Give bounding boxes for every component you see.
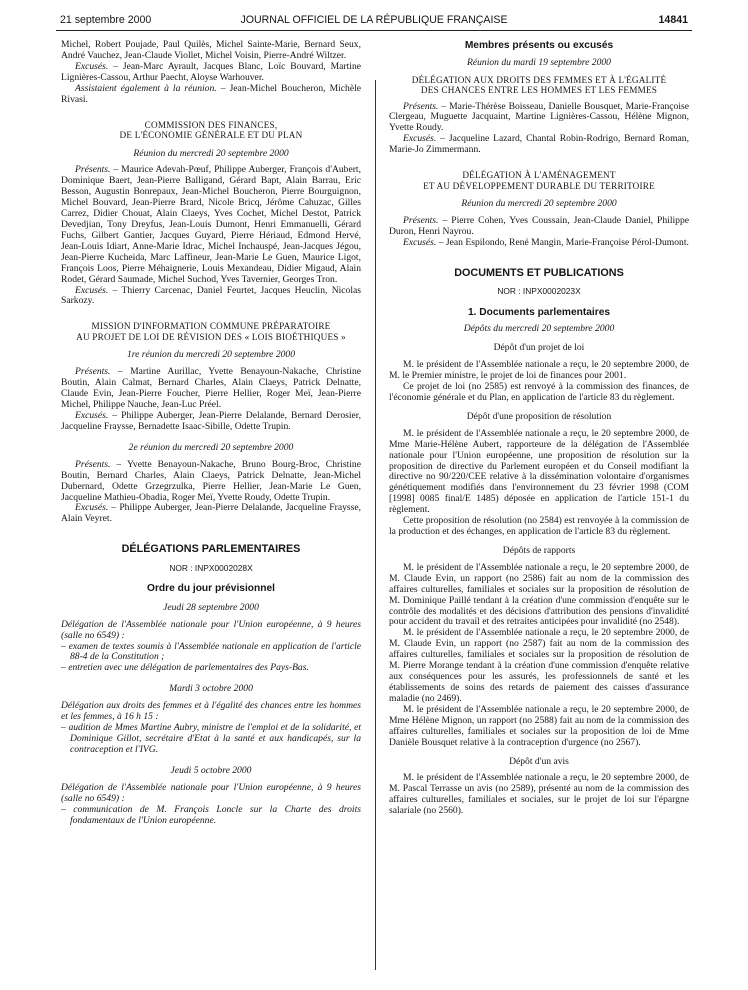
excuses-paragraph xyxy=(389,134,689,156)
presents-label: Présents. xyxy=(75,366,111,378)
excuses-names: – Jean-Marc Ayrault, Jacques Blanc, Loïc Bouvard, Martine Lignières-Cassou, Arthur Paecht, Aloyse Warhouver. xyxy=(61,60,361,83)
mission-title-line2: AU PROJET DE LOI DE RÉVISION DES « LOIS BIOÉTHIQUES » xyxy=(76,331,346,342)
presents-label: Présents. xyxy=(403,100,439,112)
excuses-names: – Jean Espilondo, René Mangin, Marie-Françoise Pérol-Dumont. xyxy=(436,236,689,248)
excuses-paragraph xyxy=(61,411,361,433)
delegation-amenagement-title-line2: ET AU DÉVELOPPEMENT DURABLE DU TERRITOIRE xyxy=(423,180,655,191)
presents-names: – Pierre Cohen, Yves Coussain, Jean-Claude Daniel, Philippe Duron, Henri Nayrou. xyxy=(389,215,689,237)
agenda-item: – examen de textes soumis à l'Assemblée nationale en application de l'article 88-4 de la Constitution ; xyxy=(61,640,361,663)
delegation-droits-title-line2: DES CHANCES ENTRE LES HOMMES ET LES FEMMES xyxy=(420,85,658,96)
agenda-date: Jeudi 28 septembre 2000 xyxy=(163,601,259,613)
reunion-heading: 2e réunion du mercredi 20 septembre 2000 xyxy=(128,441,294,453)
presents-names: – Martine Aurillac, Yvette Benayoun-Nakache, Christine Boutin, Alain Calmat, Bernard Charles, Alain Claeys, Patrick Delnatte, Claude Evin, Jean-Pierre Foucher, Pierre Hellier, Roger Meï, Jean-Pierre Michel, Philippe Nauche, Jean-Luc Préel. xyxy=(61,366,361,411)
excuses-label: Excusés. xyxy=(75,60,109,72)
presents-names: – Yvette Benayoun-Nakache, Bruno Bourg-Broc, Christine Boutin, Bernard Charles, Alain Claeys, Patrick Delnatte, Jean-Michel Dubernard, Odette Grzegrzulka, Pierre Hellier, Jean-Marie Le Guen, Jacqueline Mathieu-Obadia, Roger Meï, Yvette Roudy, Odette Trupin. xyxy=(61,458,361,503)
excuses-label: Excusés. xyxy=(403,133,437,145)
excuses-names: – Thierry Carcenac, Daniel Feurtet, Jacques Heuclin, Nicolas Sarkozy. xyxy=(61,284,361,307)
presents-paragraph xyxy=(61,367,361,411)
depot-projet-heading: Dépôt d'un projet de loi xyxy=(493,342,585,354)
documents-section-title: DOCUMENTS ET PUBLICATIONS xyxy=(454,266,624,279)
rapport-paragraph: M. le président de l'Assemblée nationale a reçu, le 20 septembre 2000, de Mme Hélène Mignon, un rapport (no 2588) fait au nom de la commission des affaires culturelles, familiales et sociales sur la proposition de loi de Mme Danièle Bousquet relative à la contraception d'urgence (no 2567). xyxy=(389,703,689,748)
depot-paragraph: M. le président de l'Assemblée nationale a reçu, le 20 septembre 2000, de M. le Premier ministre, le projet de loi de finances pour 2001. xyxy=(389,359,689,382)
depot-paragraph: Ce projet de loi (no 2585) est renvoyé à la commission des finances, de l'économie générale et du Plan, en application de l'article 83 du règlement. xyxy=(389,380,689,403)
agenda-item: – entretien avec une délégation de parlementaires des Pays-Bas. xyxy=(61,662,309,674)
reunion-heading: Réunion du mercredi 20 septembre 2000 xyxy=(461,198,617,210)
presents-paragraph xyxy=(389,216,689,238)
commission-title-line1: COMMISSION DES FINANCES, xyxy=(144,119,278,130)
excuses-names: – Jacqueline Lazard, Chantal Robin-Rodrigo, Bernard Roman, Marie-Jo Zimmermann. xyxy=(389,133,689,156)
reunion-heading: Réunion du mercredi 20 septembre 2000 xyxy=(133,147,289,159)
depot-resolution-heading: Dépôt d'une proposition de résolution xyxy=(466,410,612,422)
nor-reference: NOR : INPX0002023X xyxy=(497,286,581,297)
excuses-label: Excusés. xyxy=(75,284,109,296)
depot-paragraph: M. le président de l'Assemblée nationale a reçu, le 20 septembre 2000, de Mme Marie-Hélène Aubert, rapporteure de la délégation de l'Assemblée nationale pour l'Union européenne, une proposition de résolution sur la proposition de directive du Parlement européen et du Conseil modifiant la directive no 90/220/CEE relative à la dissémination volontaire d'organismes génétiquement modifiés dans l'environnement du 23 février 1998 (COM [1998] 0085 final/E 1485) déposée en application de l'article 151-1 du règlement. xyxy=(389,427,689,516)
delegation-amenagement-title-line1: DÉLÉGATION À L'AMÉNAGEMENT xyxy=(462,170,616,181)
ordre-du-jour-title: Ordre du jour prévisionnel xyxy=(147,583,275,595)
members-continuation: Michel, Robert Poujade, Paul Quilès, Michel Sainte-Marie, Bernard Seux, André Vauchez, Jean-Claude Viollet, Michel Voisin, Pierre-André Wiltzer. xyxy=(61,39,361,61)
assistaient-label: Assistaient également à la réunion. xyxy=(75,82,217,94)
assistaient-names: – Jean-Michel Boucheron, Michèle Rivasi. xyxy=(61,82,361,105)
excuses-paragraph xyxy=(61,62,361,84)
agenda-item: – communication de M. François Loncle sur la Charte des droits fondamentaux de l'Union européenne. xyxy=(61,803,361,826)
nor-reference: NOR : INPX0002028X xyxy=(169,562,253,573)
agenda-delegation: Délégation aux droits des femmes et à l'égalité des chances entre les hommes et les femmes, à 16 h 15 : xyxy=(61,700,361,723)
left-column xyxy=(61,40,361,826)
avis-paragraph: M. le président de l'Assemblée nationale a reçu, le 20 septembre 2000, de M. Pascal Terrasse un avis (no 2589), présenté au nom de la commission des affaires culturelles, familiales et sociales, sur le projet de loi sur l'épargne salariale (no 2560). xyxy=(389,772,689,817)
presents-names: – Marie-Thérèse Boisseau, Danielle Bousquet, Marie-Françoise Clergeau, Muguette Jacquaint, Martine Lignières-Cassou, Hélène Mignon, Yvette Roudy. xyxy=(389,100,689,134)
excuses-paragraph xyxy=(389,238,689,249)
agenda-delegation: Délégation de l'Assemblée nationale pour l'Union européenne, à 9 heures (salle no 6549) : xyxy=(61,781,361,804)
agenda-item: – audition de Mmes Martine Aubry, ministre de l'emploi et de la solidarité, et Dominique Gillot, secrétaire d'Etat à la santé et aux handicapés, sur la contraception et l'IVG. xyxy=(61,722,361,755)
rapport-paragraph: M. le président de l'Assemblée nationale a reçu, le 20 septembre 2000, de M. Claude Evin, un rapport (no 2587) fait au nom de la commission des affaires culturelles, familiales et sociales sur la proposition de résolution de M. Pierre Morange tendant à la création d'une commission d'enquête relative aux conséquences pour les assurés, les professionnels de santé et les établissements de soins des retards de paiement des caisses d'assurance maladie (no 2469). xyxy=(389,627,689,704)
depot-rapports-heading: Dépôts de rapports xyxy=(502,544,576,556)
assistaient-paragraph xyxy=(61,84,361,106)
header-title: JOURNAL OFFICIEL DE LA RÉPUBLIQUE FRANÇAISE xyxy=(240,14,508,26)
delegations-section-title: DÉLÉGATIONS PARLEMENTAIRES xyxy=(121,543,301,556)
presents-paragraph xyxy=(389,102,689,135)
excuses-names: – Philippe Auberger, Jean-Pierre Delalande, Jacqueline Fraysse, Alain Veyret. xyxy=(61,502,361,525)
agenda-delegation: Délégation de l'Assemblée nationale pour l'Union européenne, à 9 heures (salle no 6549) : xyxy=(61,618,361,641)
presents-names: – Maurice Adevah-Pœuf, Philippe Auberger, François d'Aubert, Dominique Baert, Jean-Pierre Balligand, Gérard Bapt, Alain Barrau, Eric Besson, Augustin Bonrepaux, Jean-Michel Boucheron, Pierre Bourguignon, Michel Bouvard, Jean-Pierre Brard, Nicole Bricq, Jérôme Cahuzac, Gilles Carrez, Didier Chouat, Alain Claeys, Yves Cochet, Michel Destot, Patrick Devedjian, Tony Dreyfus, Jean-Louis Dumont, Henri Emmanuelli, Gérard Fuchs, Gilbert Gantier, Jacques Guyard, Pierre Hériaud, Edmond Hervé, Jean-Louis Idiart, Anne-Marie Idrac, Michel Inchauspé, Jean-Jacques Jégou, Jean-Pierre Kucheida, Marc Laffineur, Jean-Marie Le Guen, Maurice Ligot, François Loos, Pierre Méhaignerie, Louis Mexandeau, Didier Migaud, Alain Rodet, Gérard Saumade, Michel Suchod, Yves Tavernier, Georges Tron. xyxy=(61,164,361,285)
reunion-heading: 1re réunion du mercredi 20 septembre 2000 xyxy=(126,349,296,361)
header-page-number: 14841 xyxy=(658,14,688,26)
excuses-label: Excusés. xyxy=(403,236,437,248)
membres-title: Membres présents ou excusés xyxy=(464,40,614,51)
excuses-label: Excusés. xyxy=(75,409,109,421)
rapport-paragraph: M. le président de l'Assemblée nationale a reçu, le 20 septembre 2000, de M. Claude Evin, un rapport (no 2586) fait au nom de la commission des affaires culturelles, familiales et sociales sur la proposition de résolution de M. Dominique Paillé tendant à la création d'une commission d'enquête sur le contrôle des modalités et des décisions d'attribution des pensions d'invalidité pour accident du travail et des retraites anticipées pour invalidité (no 2548). xyxy=(389,561,689,628)
right-column xyxy=(389,40,689,817)
documents-parlementaires-title: 1. Documents parlementaires xyxy=(467,306,611,318)
presents-label: Présents. xyxy=(75,458,111,470)
depots-date: Dépôts du mercredi 20 septembre 2000 xyxy=(463,323,615,335)
depot-paragraph: Cette proposition de résolution (no 2584) est renvoyée à la commission de la production et des échanges, en application de l'article 83 du règlement. xyxy=(389,515,689,538)
excuses-label: Excusés. xyxy=(75,502,109,514)
agenda-date: Mardi 3 octobre 2000 xyxy=(169,683,253,695)
column-divider xyxy=(375,80,376,970)
delegation-droits-title-line1: DÉLÉGATION AUX DROITS DES FEMMES ET À L'ÉGALITÉ xyxy=(411,74,667,85)
presents-paragraph xyxy=(61,165,361,285)
mission-title-line1: MISSION D'INFORMATION COMMUNE PRÉPARATOIRE xyxy=(91,321,331,332)
commission-title-line2: DE L'ÉCONOMIE GÉNÉRALE ET DU PLAN xyxy=(119,130,303,141)
reunion-heading: Réunion du mardi 19 septembre 2000 xyxy=(467,56,611,68)
excuses-paragraph xyxy=(61,286,361,308)
agenda-date: Jeudi 5 octobre 2000 xyxy=(170,764,252,776)
header-date: 21 septembre 2000 xyxy=(60,14,152,26)
depot-avis-heading: Dépôt d'un avis xyxy=(509,755,569,767)
page-header xyxy=(56,14,692,31)
presents-label: Présents. xyxy=(403,215,439,227)
excuses-paragraph xyxy=(61,503,361,525)
presents-label: Présents. xyxy=(75,164,111,176)
excuses-names: – Philippe Auberger, Jean-Pierre Delalande, Bernard Derosier, Jacqueline Fraysse, Bernadette Isaac-Sibille, Odette Trupin. xyxy=(61,409,361,432)
presents-paragraph xyxy=(61,460,361,504)
